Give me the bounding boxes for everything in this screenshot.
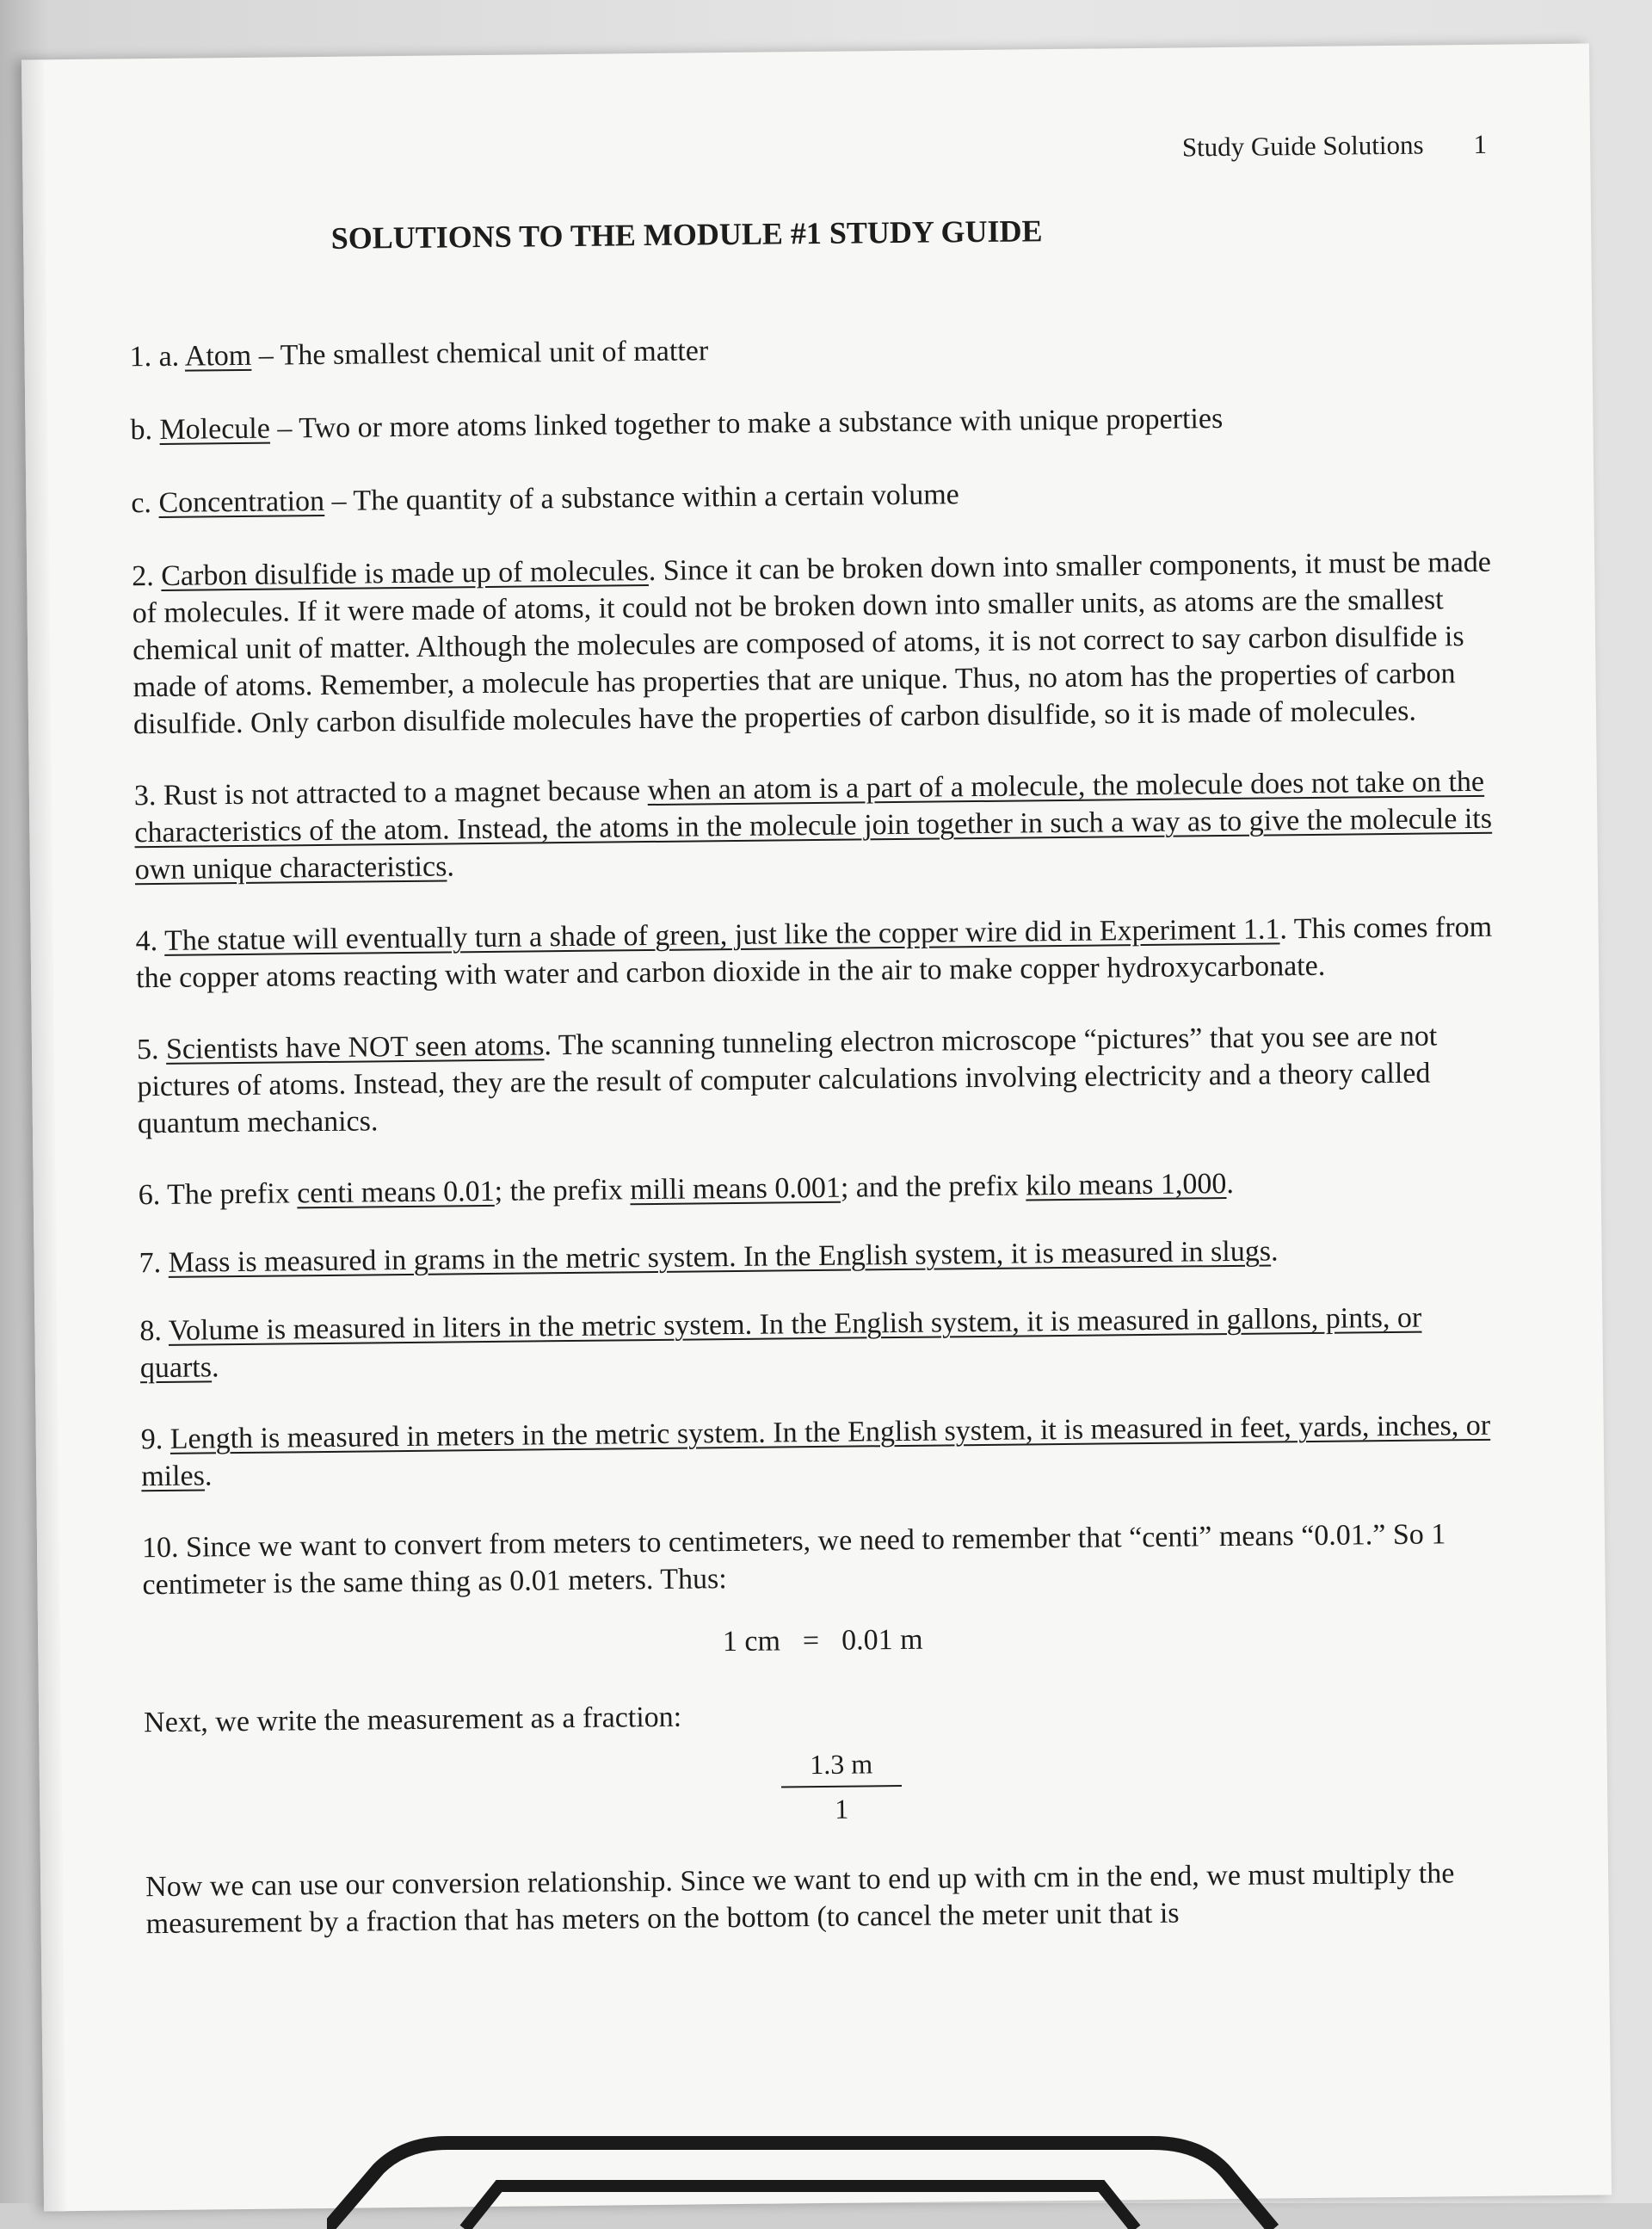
definition-atom	[129, 324, 1489, 376]
answer-key-phrase: Volume is measured in liters in the metric system. In the English system, it is measured in gallons, pints, or quarts	[139, 1301, 1422, 1385]
answer-4	[135, 909, 1495, 997]
answer-number: 10.	[141, 1531, 179, 1565]
term-atom: Atom	[184, 339, 252, 373]
conversion-equation	[143, 1615, 1502, 1667]
header-title: Study Guide Solutions	[1181, 129, 1424, 163]
item-label: b.	[130, 414, 153, 447]
answer-text: Rust is not attracted to a magnet because	[163, 775, 648, 812]
item-label: c.	[131, 487, 152, 520]
answer-key-phrase: Scientists have NOT seen atoms	[165, 1029, 545, 1065]
answer-key-phrase: when an atom is a part of a molecule, the molecule does not take on the characteristics of the atom. Instead, the atoms in the molecule join together in such a way as to give the molecule its own unique characteristics	[134, 765, 1493, 886]
answer-text: . Since it can be broken down into smaller components, it must be made of molecules. If it were made of atoms, it could not be broken down into smaller units, as atoms are the smallest chemical unit of matter. Although the molecules are composed of atoms, it is not correct to say carbon disulfide is made of atoms. Remember, a molecule has properties that are unique. Thus, no atom has the properties of carbon disulfide. Only carbon disulfide molecules have the properties of carbon disulfide, so it is made of molecules.	[132, 546, 1492, 741]
document-page	[22, 44, 1612, 2212]
fraction-denominator: 1	[835, 1793, 849, 1825]
definition-concentration	[131, 471, 1490, 522]
equation-sign: =	[802, 1625, 820, 1658]
answer-7	[139, 1231, 1498, 1282]
answer-key-phrase: The statue will eventually turn a shade of green, just like the copper wire did in Experiment 1.1	[163, 913, 1280, 957]
prefix-centi: centi means 0.01	[297, 1175, 495, 1210]
answer-number: 8.	[139, 1314, 163, 1348]
answer-number: 5.	[136, 1034, 159, 1066]
measurement-fraction	[781, 1745, 903, 1827]
page-number: 1	[1473, 128, 1488, 159]
fraction-numerator: 1.3 m	[781, 1745, 902, 1788]
answer-text: . This comes from the copper atoms reacting with water and carbon dioxide in the air to make copper hydroxycarbonate.	[135, 911, 1493, 995]
answer-key-phrase: Length is measured in meters in the metric system. In the English system, it is measured in feet, yards, inches, or miles	[141, 1409, 1491, 1493]
equation-right: 0.01 m	[841, 1623, 923, 1657]
document-body	[129, 324, 1505, 1942]
item-label: 1. a.	[129, 340, 180, 374]
prefix-milli: milli means 0.001	[630, 1171, 841, 1207]
definition-text: – The smallest chemical unit of matter	[251, 335, 709, 372]
answer-number: 7.	[139, 1246, 162, 1280]
answer-number: 4.	[135, 925, 158, 958]
answer-text-end: .	[1226, 1167, 1235, 1201]
answer-text-end: .	[204, 1460, 213, 1492]
answer-text: ; the prefix	[494, 1174, 631, 1207]
answer-10	[142, 1516, 1506, 1943]
page-title: SOLUTIONS TO THE MODULE #1 STUDY GUIDE	[330, 213, 1043, 256]
answer-key-phrase: Mass is measured in grams in the metric system. In the English system, it is measured in slugs	[168, 1235, 1272, 1279]
answer-10-intro	[142, 1516, 1502, 1604]
answer-text: . The scanning tunneling electron microscope “pictures” that you see are not pictures of atoms. Instead, they are the result of computer calculations involving electricity and a theory called quantum mechanics.	[137, 1020, 1438, 1140]
definition-molecule	[130, 398, 1489, 449]
fraction-intro: Next, we write the measurement as a fraction:	[144, 1701, 682, 1739]
answer-number: 6.	[138, 1178, 161, 1212]
answer-text-end: .	[1270, 1235, 1279, 1268]
term-concentration: Concentration	[158, 485, 325, 519]
answer-3	[134, 763, 1495, 889]
answer-text: The prefix	[166, 1177, 298, 1211]
answer-number: 2.	[132, 560, 154, 593]
answer-8	[139, 1299, 1500, 1387]
answer-number: 9.	[140, 1423, 163, 1456]
answer-9	[141, 1407, 1501, 1496]
book-stand	[327, 2109, 1308, 2229]
prefix-kilo: kilo means 1,000	[1025, 1168, 1227, 1202]
answer-text-end: .	[211, 1351, 219, 1384]
page-header	[1182, 129, 1488, 164]
answer-10-continuation: Now we can use our conversion relationship. Since we want to end up with cm in the end, we must multiply the measurement by a fraction that has meters on the bottom (to cancel the meter unit that is	[145, 1857, 1455, 1941]
answer-6	[139, 1163, 1498, 1214]
definition-text: – Two or more atoms linked together to make a substance with unique properties	[269, 403, 1224, 445]
answer-text: ; and the prefix	[840, 1170, 1026, 1204]
answer-text-end: .	[447, 850, 455, 883]
definition-text: – The quantity of a substance within a certain volume	[324, 479, 959, 517]
answer-key-phrase: Carbon disulfide is made up of molecules	[161, 555, 649, 592]
answer-number: 3.	[133, 780, 157, 812]
term-molecule: Molecule	[159, 412, 271, 446]
answer-text: Since we want to convert from meters to centimeters, we need to remember that “centi” means “0.01.” So 1 centimeter is the same thing as 0.01 meters. Thus:	[142, 1518, 1446, 1602]
answer-2	[132, 544, 1493, 744]
equation-left: 1 cm	[722, 1625, 781, 1658]
answer-5	[137, 1017, 1497, 1143]
